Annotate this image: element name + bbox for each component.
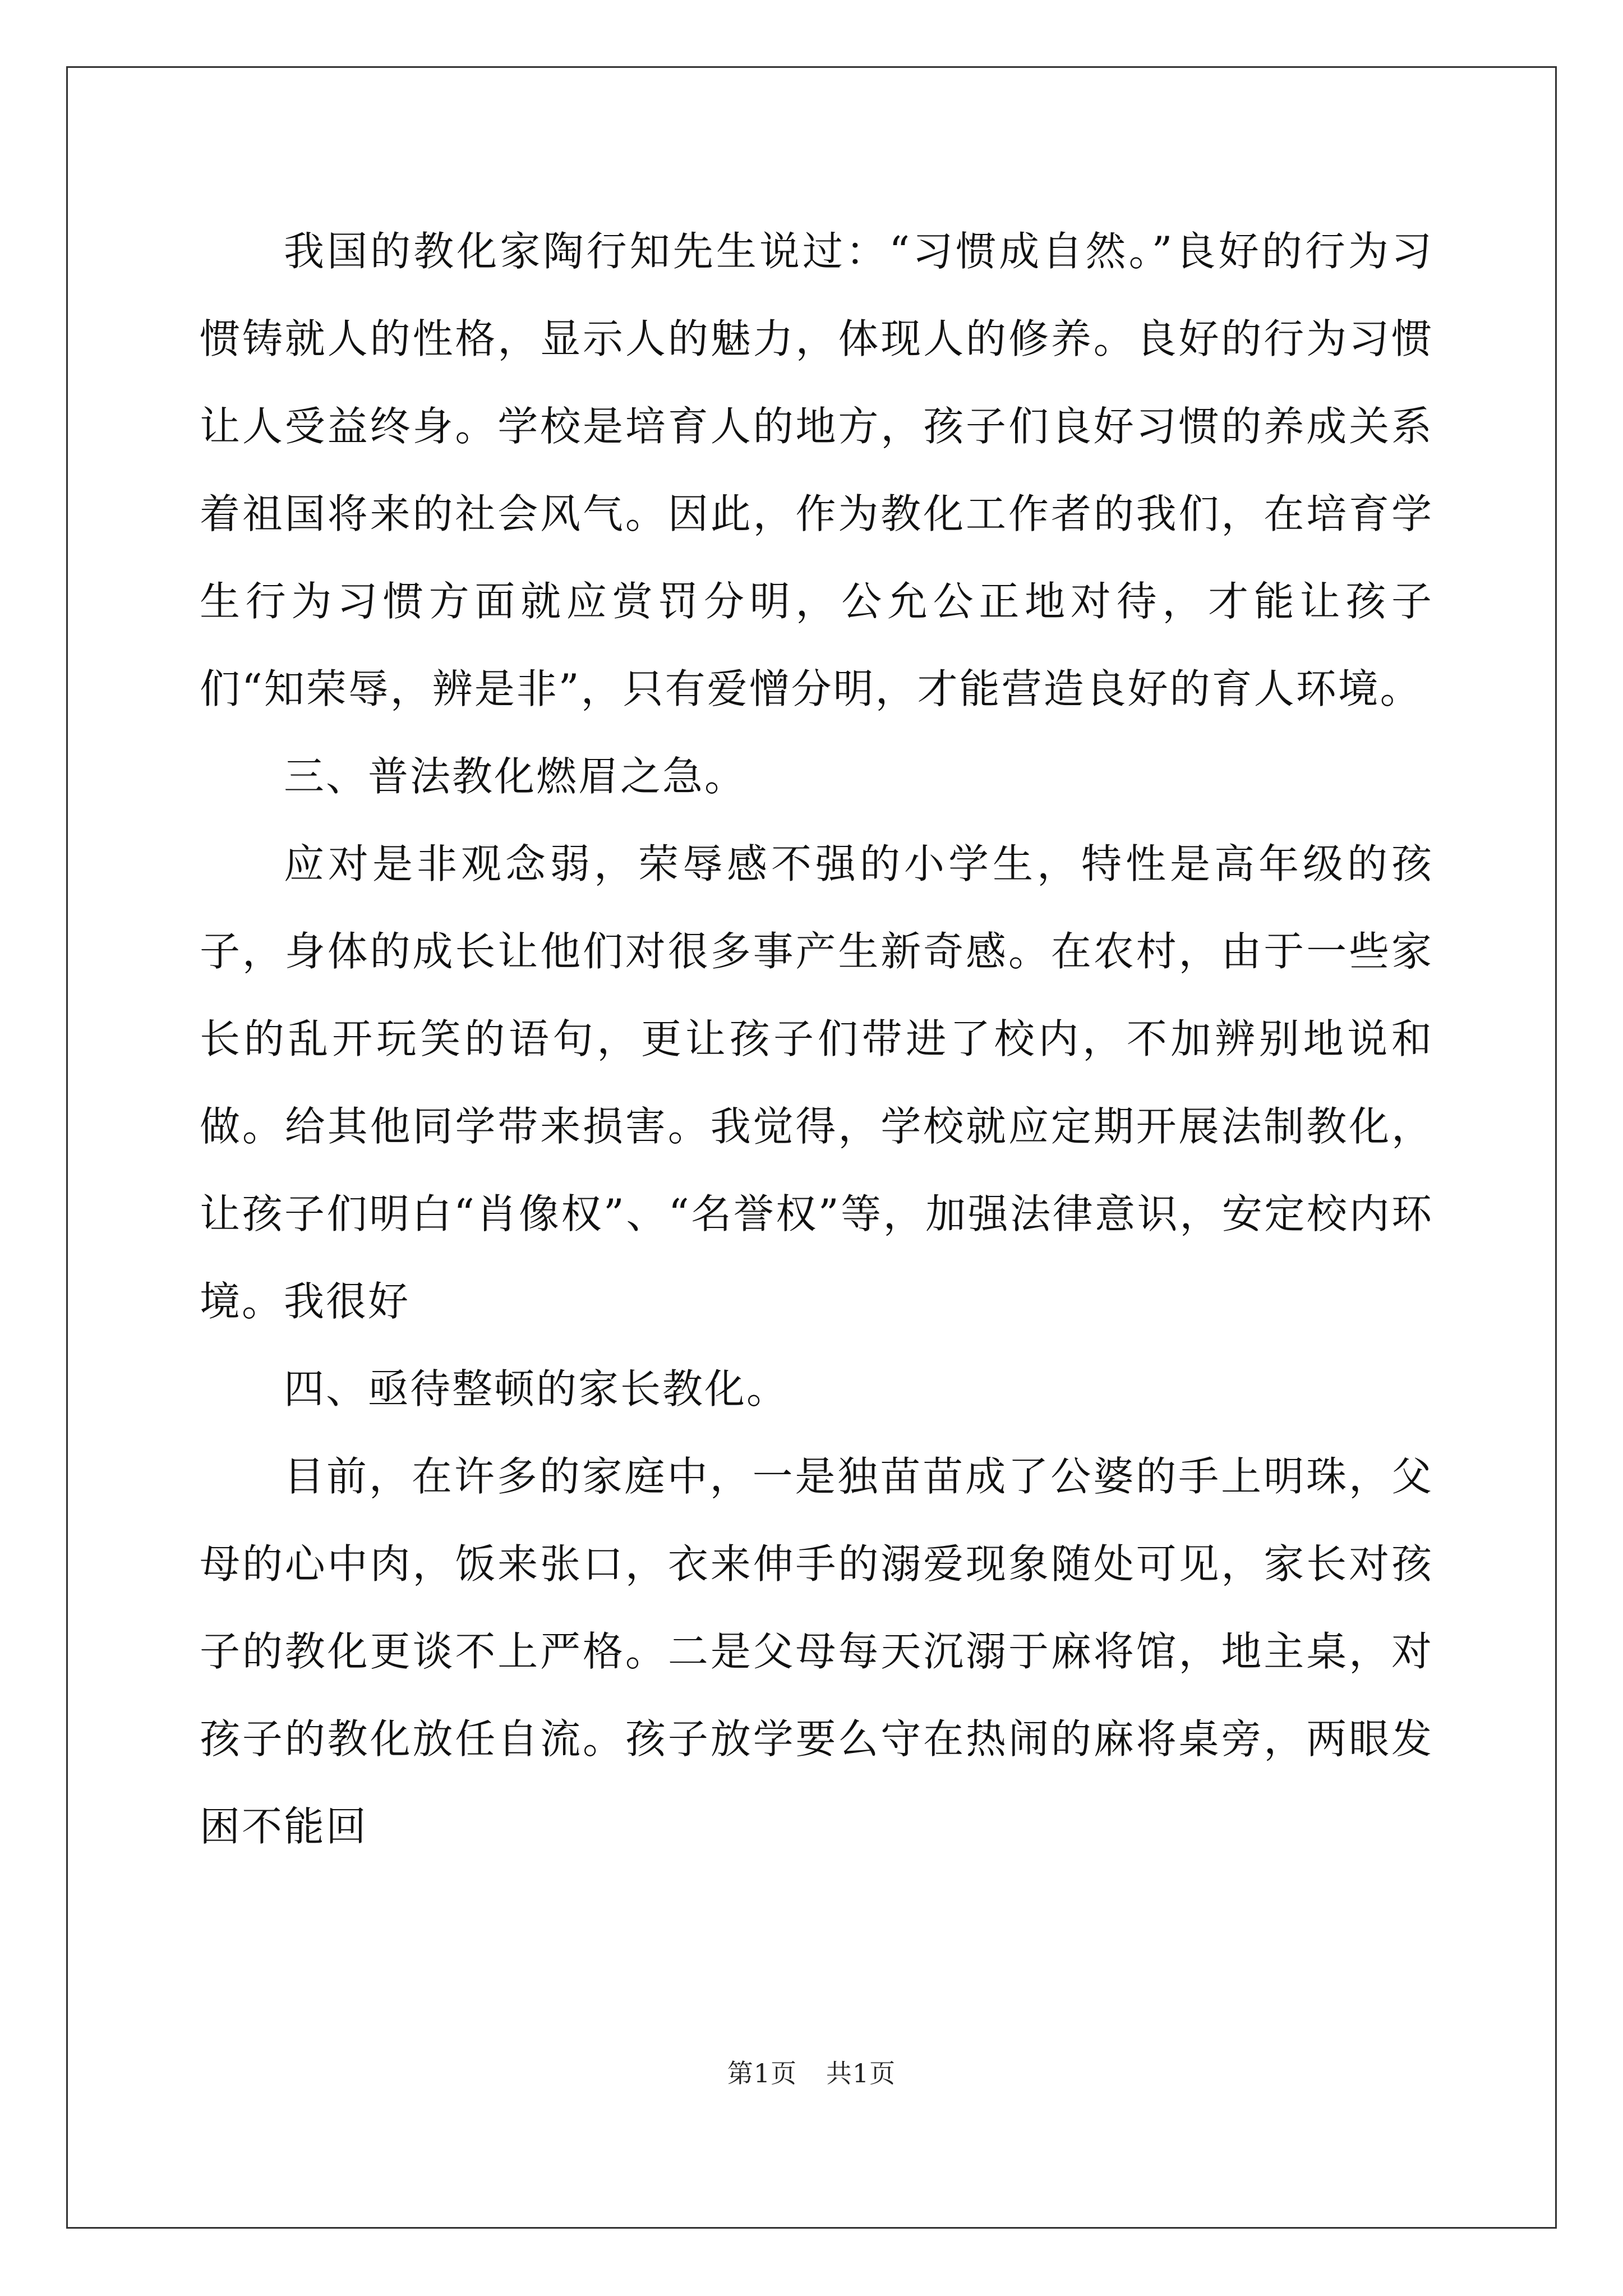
- document-body: [200, 208, 1433, 1870]
- paragraph: 应对是非观念弱，荣辱感不强的小学生，特性是高年级的孩子，身体的成长让他们对很多事产生新奇感。在农村，由于一些家长的乱开玩笑的语句，更让孩子们带进了校内，不加辨别地说和做。给其他同学带来损害。我觉得，学校就应定期开展法制教化，让孩子们明白“肖像权”、“名誉权”等，加强法律意识，安定校内环境。我很好: [200, 840, 1433, 1325]
- page-number: 第1页: [727, 2058, 797, 2088]
- section-heading: 三、普法教化燃眉之急。: [284, 753, 747, 800]
- page-total: 共1页: [826, 2058, 896, 2088]
- paragraph: 目前，在许多的家庭中，一是独苗苗成了公婆的手上明珠，父母的心中肉，饭来张口，衣来伸手的溺爱现象随处可见，家长对孩子的教化更谈不上严格。二是父母每天沉溺于麻将馆，地主桌，对孩子的教化放任自流。孩子放学要么守在热闹的麻将桌旁，两眼发困不能回: [200, 1453, 1433, 1850]
- section-heading: 四、亟待整顿的家长教化。: [284, 1365, 789, 1412]
- page-footer: [0, 2053, 1623, 2090]
- paragraph: 我国的教化家陶行知先生说过：“习惯成自然。”良好的行为习惯铸就人的性格，显示人的魅力，体现人的修养。良好的行为习惯让人受益终身。学校是培育人的地方，孩子们良好习惯的养成关系着祖国将来的社会风气。因此，作为教化工作者的我们，在培育学生行为习惯方面就应赏罚分明，公允公正地对待，才能让孩子们“知荣辱，辨是非”，只有爱憎分明，才能营造良好的育人环境。: [200, 228, 1433, 712]
